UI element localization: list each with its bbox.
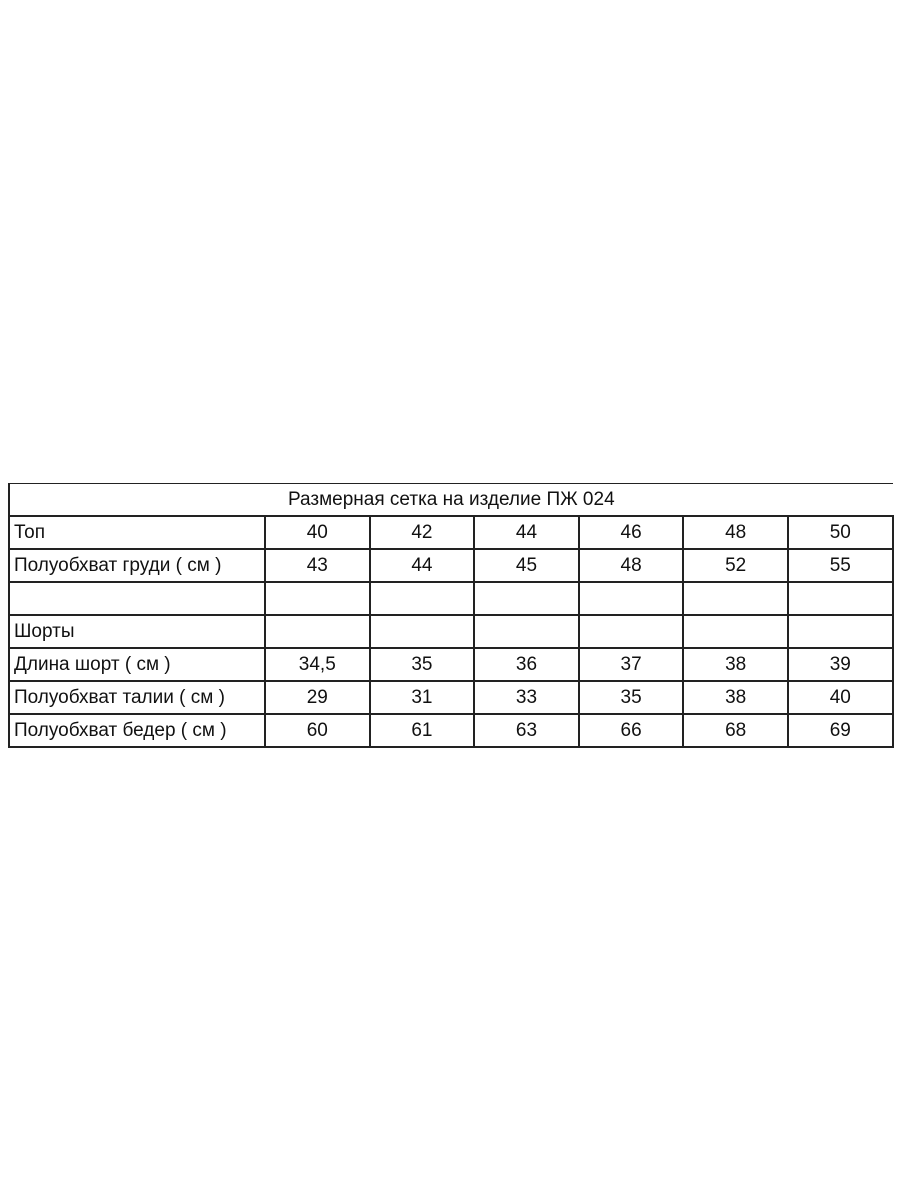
shorts-section-label: Шорты (9, 615, 265, 648)
empty-cell (370, 582, 475, 615)
waist-value-cell: 29 (265, 681, 370, 714)
size-chart-table (8, 483, 894, 748)
shorts-length-value-cell: 39 (788, 648, 893, 681)
bust-value-cell: 55 (788, 549, 893, 582)
size-chart-sheet (8, 483, 892, 748)
size-cell: 42 (370, 516, 475, 549)
bust-value-cell: 48 (579, 549, 684, 582)
hip-value-cell: 68 (683, 714, 788, 747)
top-section-label: Топ (9, 516, 265, 549)
hip-value-cell: 63 (474, 714, 579, 747)
empty-cell (474, 615, 579, 648)
empty-cell (788, 582, 893, 615)
empty-row (9, 582, 893, 615)
shorts-section-row (9, 615, 893, 648)
hip-value-cell: 60 (265, 714, 370, 747)
size-cell: 48 (683, 516, 788, 549)
shorts-length-value-cell: 37 (579, 648, 684, 681)
size-cell: 40 (265, 516, 370, 549)
shorts-length-value-cell: 36 (474, 648, 579, 681)
size-cell: 50 (788, 516, 893, 549)
bust-value-cell: 52 (683, 549, 788, 582)
shorts-length-value-cell: 35 (370, 648, 475, 681)
shorts-length-row (9, 648, 893, 681)
waist-label: Полуобхват талии ( см ) (9, 681, 265, 714)
size-cell: 46 (579, 516, 684, 549)
empty-cell (474, 582, 579, 615)
empty-cell (788, 615, 893, 648)
empty-cell (265, 582, 370, 615)
bust-value-cell: 44 (370, 549, 475, 582)
size-chart-title: Размерная сетка на изделие ПЖ 024 (9, 484, 893, 517)
hip-value-cell: 66 (579, 714, 684, 747)
title-row (9, 484, 893, 517)
empty-cell (683, 615, 788, 648)
empty-cell (683, 582, 788, 615)
size-cell: 44 (474, 516, 579, 549)
empty-cell (9, 582, 265, 615)
bust-label: Полуобхват груди ( см ) (9, 549, 265, 582)
shorts-length-label: Длина шорт ( см ) (9, 648, 265, 681)
top-sizes-row (9, 516, 893, 549)
hip-value-cell: 69 (788, 714, 893, 747)
waist-row (9, 681, 893, 714)
shorts-length-value-cell: 38 (683, 648, 788, 681)
waist-value-cell: 35 (579, 681, 684, 714)
bust-value-cell: 45 (474, 549, 579, 582)
waist-value-cell: 33 (474, 681, 579, 714)
empty-cell (265, 615, 370, 648)
empty-cell (579, 615, 684, 648)
waist-value-cell: 31 (370, 681, 475, 714)
empty-cell (579, 582, 684, 615)
waist-value-cell: 40 (788, 681, 893, 714)
hip-label: Полуобхват бедер ( см ) (9, 714, 265, 747)
bust-value-cell: 43 (265, 549, 370, 582)
bust-row (9, 549, 893, 582)
empty-cell (370, 615, 475, 648)
shorts-length-value-cell: 34,5 (265, 648, 370, 681)
hip-value-cell: 61 (370, 714, 475, 747)
hip-row (9, 714, 893, 747)
waist-value-cell: 38 (683, 681, 788, 714)
